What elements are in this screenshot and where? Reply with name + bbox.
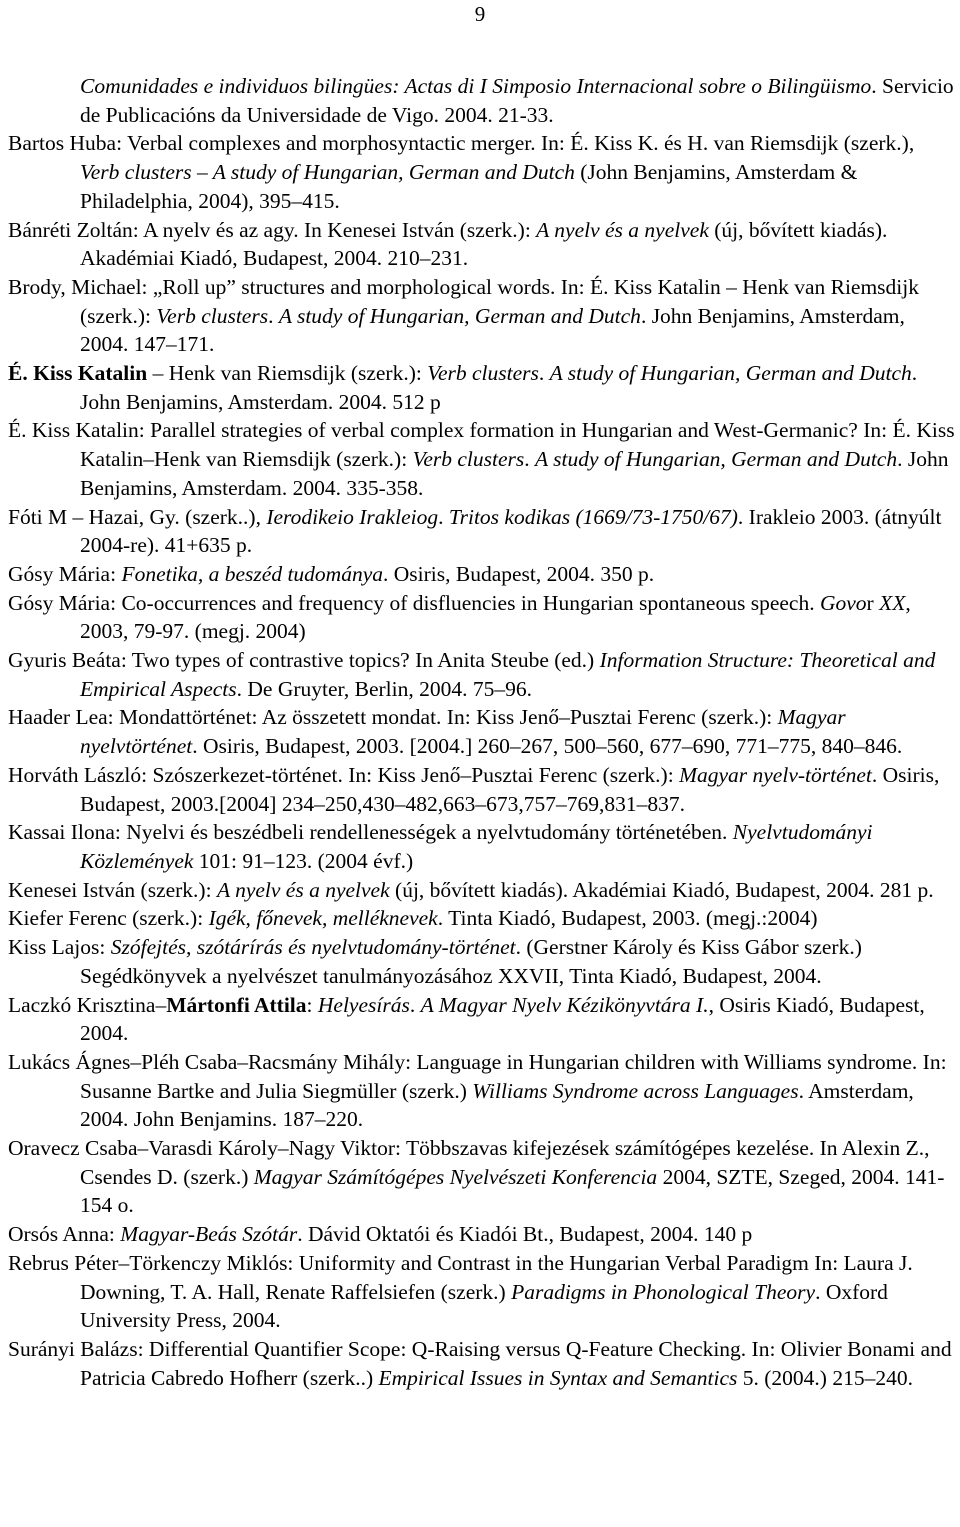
entry-title-segment: Magyar Számítógépes Nyelvészeti Konferencia xyxy=(253,1164,658,1189)
bibliography-entry xyxy=(8,876,958,905)
entry-text-segment: Gyuris Beáta: Two types of contrastive topics? In Anita Steube (ed.) xyxy=(8,648,600,673)
entry-title-segment: A study of Hungarian, German and Dutch xyxy=(549,361,912,386)
entry-text-segment: Brody, Michael: „Roll up” structures and morphological words. In: É. Kiss Katalin – Henk van Riemsdijk (szerk.): xyxy=(8,274,919,328)
entry-text-segment: 101: 91–123. (2004 évf.) xyxy=(193,848,414,873)
entry-title-segment: Ierodikeio Irakleiog xyxy=(266,504,439,529)
entry-text-segment: . De Gruyter, Berlin, 2004. 75–96. xyxy=(236,676,532,701)
entry-text-segment: . Amsterdam, 2004. John Benjamins. 187–220. xyxy=(80,1078,914,1132)
entry-title-segment: Tritos kodikas (1669/73-1750/67) xyxy=(448,504,738,529)
bibliography-entry xyxy=(8,761,958,818)
entry-title-segment: Empirical Issues in Syntax and Semantics xyxy=(378,1365,738,1390)
bibliography-entry xyxy=(8,129,958,215)
entry-text-segment: . Irakleio 2003. (átnyúlt 2004-re). 41+635 p. xyxy=(80,504,942,558)
entry-text-segment: É. Kiss Katalin: Parallel strategies of verbal complex formation in Hungarian and West-Germanic? In: É. Kiss Katalin–Henk van Riemsdijk (szerk.): xyxy=(8,418,955,472)
bibliography-entry xyxy=(8,1335,958,1392)
entry-title-segment: Magyar nyelv-történet xyxy=(679,762,872,787)
entry-text-segment: , 2003, 79-97. (megj. 2004) xyxy=(80,590,911,644)
entry-text-segment: Fóti M – Hazai, Gy. (szerk..), xyxy=(8,504,267,529)
entry-text-segment: Gósy Mária: Co-occurrences and frequency of disfluencies in Hungarian spontaneous speech. xyxy=(8,590,820,615)
bibliography-entry xyxy=(8,933,958,990)
entry-text-segment: Rebrus Péter–Törkenczy Miklós: Uniformity and Contrast in the Hungarian Verbal Paradigm In: Laura J. Downing, T. A. Hall, Renate Raffelsiefen (szerk.) xyxy=(8,1250,913,1304)
entry-title-segment: Comunidades e individuos bilingües: Actas di I Simposio Internacional sobre o Bilingüismo xyxy=(80,74,872,98)
entry-text-segment: . John Benjamins, Amsterdam, 2004. 147–171. xyxy=(80,303,905,357)
entry-text-segment: . xyxy=(409,992,421,1017)
bibliography-entry xyxy=(8,589,958,646)
entry-title-segment: Szófejtés, szótárírás és nyelvtudomány-történet xyxy=(110,935,516,960)
bibliography-list xyxy=(8,72,958,1392)
bibliography-entry xyxy=(8,1249,958,1335)
entry-text-segment: Kenesei István (szerk.): xyxy=(8,877,217,902)
bibliography-entry xyxy=(8,991,958,1048)
entry-text-segment: Laczkó Krisztina– xyxy=(8,992,167,1017)
entry-text-segment: 5. (2004.) 215–240. xyxy=(737,1365,913,1390)
entry-text-segment: Surányi Balázs: Differential Quantifier Scope: Q-Raising versus Q-Feature Checking. In: Olivier Bonami and Patricia Cabredo Hofherr (szerk..) xyxy=(8,1336,952,1390)
entry-title-segment: Information Structure: Theoretical and Empirical Aspects xyxy=(80,648,936,701)
bibliography-entry xyxy=(8,1134,958,1220)
entry-text-segment: Kiss Lajos: xyxy=(8,935,111,960)
entry-text-segment: . John Benjamins, Amsterdam. 2004. 335-358. xyxy=(80,447,949,500)
bibliography-entry xyxy=(8,646,958,703)
entry-bold-segment: É. Kiss Katalin xyxy=(8,361,148,386)
entry-title-segment: A nyelv és a nyelvek xyxy=(536,217,709,242)
entry-text-segment: . xyxy=(524,447,535,472)
bibliography-entry xyxy=(8,1220,958,1249)
bibliography-entry xyxy=(8,560,958,589)
entry-bold-segment: Mártonfi Attila xyxy=(166,992,307,1017)
entry-title-segment: A study of Hungarian, German and Dutch xyxy=(535,447,898,472)
bibliography-entry xyxy=(8,72,958,129)
bibliography-entry xyxy=(8,703,958,760)
entry-title-segment: Igék, főnevek, melléknevek xyxy=(208,906,438,931)
entry-text-segment: Kassai Ilona: Nyelvi és beszédbeli rendellenességek a nyelvtudomány történetében. xyxy=(8,820,733,845)
entry-text-segment: (John Benjamins, Amsterdam & Philadelphia, 2004), 395–415. xyxy=(80,160,858,213)
entry-text-segment: . Servicio de Publicacións da Universidade de Vigo. 2004. 21-33. xyxy=(80,74,954,127)
entry-text-segment: Horváth László: Szószerkezet-történet. In: Kiss Jenő–Pusztai Ferenc (szerk.): xyxy=(8,762,680,787)
entry-title-segment: Williams Syndrome across Languages xyxy=(472,1078,799,1103)
entry-text-segment: 2004, SZTE, Szeged, 2004. 141-154 o. xyxy=(80,1164,945,1218)
entry-title-segment: Verb clusters – A study of Hungarian, German and Dutch xyxy=(80,160,575,185)
entry-title-segment: XX xyxy=(879,590,906,615)
entry-text-segment: (új, bővített kiadás). Akadémiai Kiadó, Budapest, 2004. 281 p. xyxy=(389,877,934,902)
entry-title-segment: Helyesírás xyxy=(317,992,410,1017)
entry-text-segment: . xyxy=(538,361,550,386)
entry-text-segment: Gósy Mária: xyxy=(8,561,122,586)
entry-text-segment: . Osiris, Budapest, 2004. 350 p. xyxy=(382,561,655,586)
entry-text-segment: . Osiris, Budapest, 2003. [2004.] 260–267, 500–560, 677–690, 771–775, 840–846. xyxy=(192,734,903,759)
entry-text-segment: r xyxy=(866,590,880,615)
entry-title-segment: Verb clusters xyxy=(427,361,539,386)
entry-text-segment: . Tinta Kiadó, Budapest, 2003. (megj.:2004) xyxy=(437,906,818,931)
entry-text-segment: . Osiris, Budapest, 2003.[2004] 234–250,430–482,663–673,757–769,831–837. xyxy=(80,762,940,816)
entry-text-segment: Haader Lea: Mondattörténet: Az összetett mondat. In: Kiss Jenő–Pusztai Ferenc (szerk.): xyxy=(8,705,778,730)
bibliography-entry xyxy=(8,216,958,273)
entry-text-segment: Bánréti Zoltán: A nyelv és az agy. In Kenesei István (szerk.): xyxy=(8,217,537,242)
page-number: 9 xyxy=(474,2,486,26)
entry-title-segment: A Magyar Nyelv Kézikönyvtára I. xyxy=(420,992,709,1017)
bibliography-entry xyxy=(8,273,958,359)
entry-text-segment: . Oxford University Press, 2004. xyxy=(80,1279,888,1333)
entry-title-segment: A study of Hungarian, German and Dutch xyxy=(278,303,641,328)
entry-text-segment: , Osiris Kiadó, Budapest, 2004. xyxy=(80,992,925,1046)
entry-title-segment: Govo xyxy=(819,590,867,615)
entry-title-segment: Verb clusters xyxy=(156,303,269,328)
entry-text-segment: : xyxy=(306,992,318,1017)
entry-text-segment: – Henk van Riemsdijk (szerk.): xyxy=(147,361,428,386)
bibliography-entry xyxy=(8,1048,958,1134)
bibliography-entry xyxy=(8,818,958,875)
entry-title-segment: Magyar nyelvtörténet xyxy=(80,705,846,759)
entry-text-segment: . John Benjamins, Amsterdam. 2004. 512 p xyxy=(80,361,918,414)
entry-title-segment: Verb clusters xyxy=(412,447,525,472)
entry-text-segment: . xyxy=(438,504,449,529)
entry-text-segment: . Dávid Oktatói és Kiadói Bt., Budapest, 2004. 140 p xyxy=(297,1222,753,1247)
entry-text-segment: Lukács Ágnes–Pléh Csaba–Racsmány Mihály: Language in Hungarian children with Williams syndrome. In: Susanne Bartke and Julia Siegmüller (szerk.) xyxy=(8,1049,947,1103)
entry-title-segment: Magyar-Beás Szótár xyxy=(120,1222,298,1247)
bibliography-entry xyxy=(8,503,958,560)
entry-title-segment: A nyelv és a nyelvek xyxy=(216,877,390,902)
entry-text-segment: . xyxy=(268,303,279,328)
entry-text-segment: Kiefer Ferenc (szerk.): xyxy=(8,906,209,931)
bibliography-entry xyxy=(8,359,958,416)
entry-text-segment: Oravecz Csaba–Varasdi Károly–Nagy Viktor: Többszavas kifejezések számítógépes kezelése. In Alexin Z., Csendes D. (szerk.) xyxy=(8,1136,930,1189)
entry-text-segment: Bartos Huba: Verbal complexes and morphosyntactic merger. In: É. Kiss K. és H. van Riemsdijk (szerk.), xyxy=(8,131,915,156)
entry-text-segment: (új, bővített kiadás). Akadémiai Kiadó, Budapest, 2004. 210–231. xyxy=(80,217,888,271)
entry-title-segment: Paradigms in Phonological Theory xyxy=(511,1279,816,1304)
entry-title-segment: Fonetika, a beszéd tudománya xyxy=(121,561,383,586)
entry-title-segment: Nyelvtudományi Közlemények xyxy=(80,820,873,873)
bibliography-entry xyxy=(8,904,958,933)
entry-text-segment: Orsós Anna: xyxy=(8,1222,121,1247)
entry-text-segment: . (Gerstner Károly és Kiss Gábor szerk.) Segédkönyvek a nyelvészet tanulmányozásához XXVII, Tinta Kiadó, Budapest, 2004. xyxy=(80,935,862,988)
bibliography-entry xyxy=(8,416,958,502)
